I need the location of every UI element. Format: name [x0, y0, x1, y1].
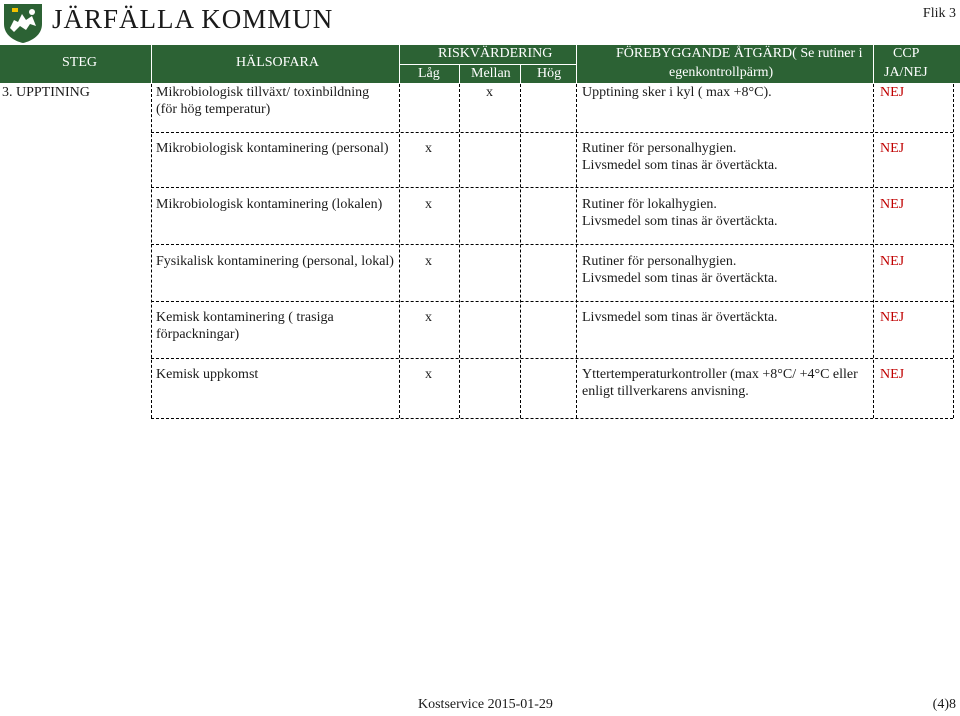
table-header — [874, 45, 960, 83]
row-divider — [151, 301, 953, 302]
header-hog: Hög — [537, 66, 562, 81]
tab-label: Flik 3 — [922, 6, 956, 21]
risk-mark-lag: x — [425, 367, 432, 382]
column-divider — [459, 84, 460, 418]
table-row-action: Rutiner för personalhygien. Livsmedel som tinas är övertäckta. — [582, 254, 778, 286]
column-divider — [151, 84, 152, 418]
row-divider — [151, 418, 953, 419]
header-mellan: Mellan — [471, 66, 511, 81]
table-row-hazard: Kemisk uppkomst — [156, 367, 259, 382]
step-label: 3. UPPTINING — [2, 85, 90, 100]
column-divider — [576, 84, 577, 418]
table-row-hazard: Mikrobiologisk kontaminering (personal) — [156, 141, 389, 156]
risk-mark-lag: x — [425, 254, 432, 269]
row-divider — [151, 132, 953, 133]
table-row-ccp: NEJ — [880, 254, 905, 269]
risk-mark-mellan: x — [486, 85, 493, 100]
row-divider — [151, 358, 953, 359]
table-header — [152, 45, 399, 83]
risk-mark-lag: x — [425, 197, 432, 212]
table-row-ccp: NEJ — [880, 197, 905, 212]
table-header — [400, 45, 576, 83]
table-row-ccp: NEJ — [880, 367, 905, 382]
table-header — [577, 45, 873, 83]
table-row-action: Rutiner för personalhygien. Livsmedel som tinas är övertäckta. — [582, 141, 778, 173]
header-ccp-line1: CCP — [893, 46, 920, 61]
header-riskvardering: RISKVÄRDERING — [438, 46, 553, 61]
risk-mark-lag: x — [425, 141, 432, 156]
table-row-hazard: Kemisk kontaminering ( trasiga förpackningar) — [156, 310, 334, 342]
footer-text: Kostservice 2015-01-29 — [418, 697, 553, 712]
header-halsofara: HÄLSOFARA — [236, 55, 319, 70]
column-divider — [520, 84, 521, 418]
table-row-action: Livsmedel som tinas är övertäckta. — [582, 310, 778, 325]
column-divider — [953, 84, 954, 418]
row-divider — [151, 187, 953, 188]
column-divider — [873, 84, 874, 418]
risk-mark-lag: x — [425, 310, 432, 325]
table-row-action: Upptining sker i kyl ( max +8°C). — [582, 85, 772, 100]
header-steg: STEG — [62, 55, 97, 70]
municipality-name: JÄRFÄLLA KOMMUN — [52, 4, 334, 34]
table-row-hazard: Mikrobiologisk tillväxt/ toxinbildning (för hög temperatur) — [156, 85, 370, 117]
table-header — [0, 45, 151, 83]
table-row-action: Yttertemperaturkontroller (max +8°C/ +4°C eller enligt tillverkarens anvisning. — [582, 367, 858, 399]
table-row-ccp: NEJ — [880, 141, 905, 156]
row-divider — [151, 244, 953, 245]
header-atgard-line2: egenkontrollpärm) — [669, 65, 774, 80]
header-ccp-line2: JA/NEJ — [884, 65, 928, 80]
municipality-logo — [2, 2, 44, 44]
page-number: (4)8 — [932, 697, 956, 712]
table-row-hazard: Mikrobiologisk kontaminering (lokalen) — [156, 197, 383, 212]
header-atgard-line1: FÖREBYGGANDE ÅTGÄRD( Se rutiner i — [616, 46, 863, 61]
column-divider — [399, 84, 400, 418]
table-row-ccp: NEJ — [880, 85, 905, 100]
table-row-action: Rutiner för lokalhygien. Livsmedel som tinas är övertäckta. — [582, 197, 778, 229]
table-row-ccp: NEJ — [880, 310, 905, 325]
header-lag: Låg — [418, 66, 440, 81]
table-row-hazard: Fysikalisk kontaminering (personal, lokal) — [156, 254, 394, 269]
